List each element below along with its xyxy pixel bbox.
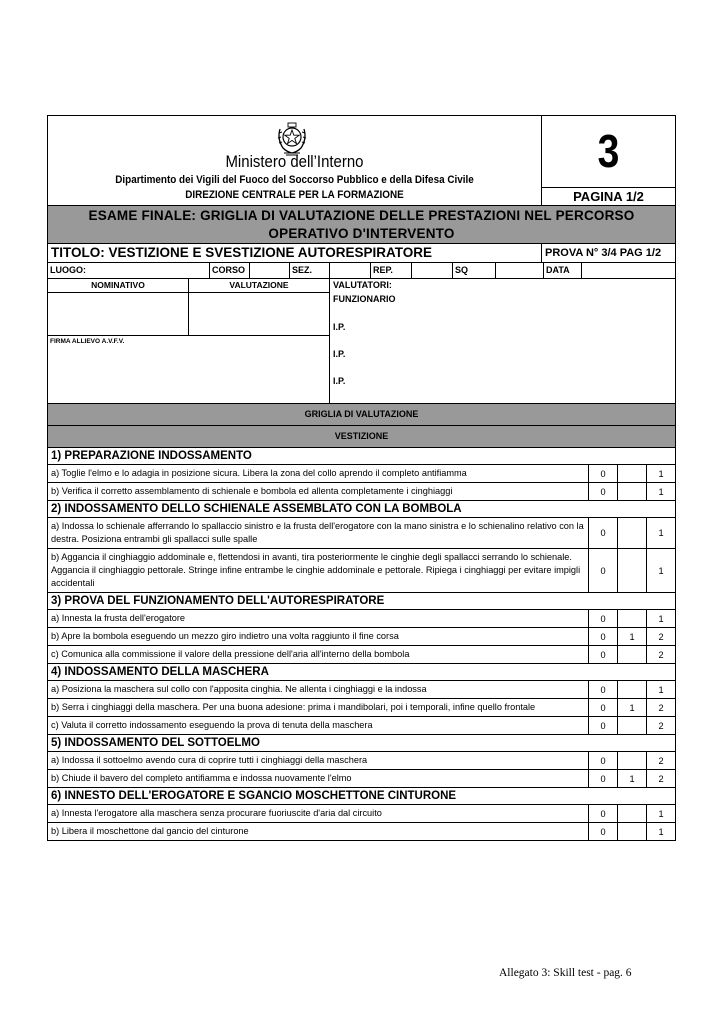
evaluators-area xyxy=(330,279,675,403)
pagina-label: PAGINA 1/2 xyxy=(542,187,675,205)
score-cell-s2[interactable] xyxy=(617,646,646,663)
score-cell-s1[interactable]: 0 xyxy=(588,646,617,663)
student-head xyxy=(48,279,329,293)
criteria-text: b) Verifica il corretto assemblamento di schienale e bombola ed allenta completamente i cinghiaggi xyxy=(51,486,453,496)
nominativo-label: NOMINATIVO xyxy=(91,280,145,290)
prova-label: PROVA N° 3/4 PAG 1/2 xyxy=(541,244,675,262)
criteria-row xyxy=(48,610,675,628)
rep-field[interactable] xyxy=(411,263,452,278)
student-box xyxy=(48,293,329,336)
criteria-row xyxy=(48,770,675,788)
score-cell-s3[interactable]: 1 xyxy=(646,549,675,592)
criteria-text: a) Innesta l'erogatore alla maschera senza procurare fuoriuscite d'aria dal circuito xyxy=(51,808,382,818)
score-cell-s3[interactable]: 2 xyxy=(646,646,675,663)
form-header xyxy=(48,116,675,206)
sez-label: SEZ. xyxy=(289,263,329,278)
sq-field[interactable] xyxy=(495,263,543,278)
criteria-text: c) Valuta il corretto indossamento eseguendo la prova di tenuta della maschera xyxy=(51,720,373,730)
score-cell-s1[interactable]: 0 xyxy=(588,823,617,840)
score-cell-s3[interactable]: 2 xyxy=(646,752,675,769)
score-cell-s2[interactable] xyxy=(617,610,646,627)
score-cell-s1[interactable]: 0 xyxy=(588,681,617,698)
section-title: 4) INDOSSAMENTO DELLA MASCHERA xyxy=(48,664,675,681)
criteria-text: a) Innesta la frusta dell'erogatore xyxy=(51,613,186,623)
criteria-row xyxy=(48,549,675,593)
criteria-text: a) Toglie l'elmo e lo adagia in posizione sicura. Libera la zona del collo aprendo il completo antifiamma xyxy=(51,468,467,478)
score-cell-s2[interactable] xyxy=(617,752,646,769)
score-cell-s2[interactable] xyxy=(617,823,646,840)
criteria-text: b) Aggancia il cinghiaggio addominale e, flettendosi in avanti, tira posteriormente le cinghie degli spallacci serrando lo schienale. Aggancia il cinghiaggio pettorale. Stringe infine entrambe le cinghie addominale e pettorale. Ripiega i cinghiaggi per evitare impigli accidentali xyxy=(51,552,581,588)
score-cell-s1[interactable]: 0 xyxy=(588,628,617,645)
ip-label-1: I.P. xyxy=(333,322,346,332)
criteria-row xyxy=(48,717,675,735)
criteria-text: b) Libera il moschettone dal gancio del cinturone xyxy=(51,826,249,836)
titolo-row xyxy=(48,244,675,263)
valutazione-label: VALUTAZIONE xyxy=(188,279,329,292)
criteria-row xyxy=(48,752,675,770)
score-cell-s2[interactable] xyxy=(617,717,646,734)
criteria-row xyxy=(48,518,675,549)
vestizione-header: VESTIZIONE xyxy=(48,426,675,448)
corso-label: CORSO xyxy=(209,263,249,278)
department-name: Dipartimento dei Vigili del Fuoco del Soccorso Pubblico e della Difesa Civile xyxy=(115,174,474,186)
score-cell-s1[interactable]: 0 xyxy=(588,717,617,734)
form-number: 3 xyxy=(597,125,620,177)
section-title: 6) INNESTO DELL'EROGATORE E SGANCIO MOSCHETTONE CINTURONE xyxy=(48,788,675,805)
ip-label-2: I.P. xyxy=(333,349,346,359)
section-title: 1) PREPARAZIONE INDOSSAMENTO xyxy=(48,448,675,465)
direzione-name: DIREZIONE CENTRALE PER LA FORMAZIONE xyxy=(185,189,404,201)
student-area xyxy=(48,279,330,403)
evaluators-block xyxy=(48,279,675,404)
score-cell-s1[interactable]: 0 xyxy=(588,752,617,769)
score-cell-s2[interactable] xyxy=(617,549,646,592)
criteria-row xyxy=(48,805,675,823)
criteria-row xyxy=(48,465,675,483)
luogo-field[interactable]: LUOGO: xyxy=(50,265,86,275)
criteria-sections xyxy=(48,448,675,840)
score-cell-s3[interactable]: 2 xyxy=(646,628,675,645)
score-cell-s1[interactable]: 0 xyxy=(588,770,617,787)
ministry-header xyxy=(48,116,541,205)
score-cell-s3[interactable]: 1 xyxy=(646,483,675,500)
score-cell-s2[interactable]: 1 xyxy=(617,770,646,787)
rep-label: REP. xyxy=(370,263,411,278)
titolo: TITOLO: VESTIZIONE E SVESTIZIONE AUTORESPIRATORE xyxy=(51,245,433,260)
criteria-row xyxy=(48,699,675,717)
funzionario-label: FUNZIONARIO xyxy=(333,294,396,304)
score-cell-s3[interactable]: 1 xyxy=(646,681,675,698)
score-cell-s1[interactable]: 0 xyxy=(588,465,617,482)
criteria-text: b) Serra i cinghiaggi della maschera. Per una buona adesione: prima i mandibolari, poi i temporali, infine quello frontale xyxy=(51,702,536,712)
score-cell-s1[interactable]: 0 xyxy=(588,483,617,500)
score-cell-s2[interactable] xyxy=(617,805,646,822)
criteria-row xyxy=(48,646,675,664)
corso-field[interactable] xyxy=(249,263,289,278)
ip-label-3: I.P. xyxy=(333,376,346,386)
score-cell-s1[interactable]: 0 xyxy=(588,805,617,822)
sq-label: SQ xyxy=(452,263,495,278)
criteria-row xyxy=(48,628,675,646)
page-number-box xyxy=(541,116,675,205)
criteria-text: a) Indossa lo schienale afferrando lo spallaccio sinistro e la frusta dell'erogatore con la mano sinistra e lo schienalino relativo con la destra. Posiziona entrambi gli spallacci sulle spalle xyxy=(51,521,584,544)
nominativo-field[interactable] xyxy=(48,293,188,335)
score-cell-s3[interactable]: 1 xyxy=(646,823,675,840)
criteria-row xyxy=(48,483,675,501)
exam-title: ESAME FINALE: GRIGLIA DI VALUTAZIONE DELLE PRESTAZIONI NEL PERCORSO OPERATIVO D'INTERVENTO xyxy=(48,206,675,244)
criteria-row xyxy=(48,823,675,840)
score-cell-s3[interactable]: 1 xyxy=(646,518,675,548)
section-title: 2) INDOSSAMENTO DELLO SCHIENALE ASSEMBLATO CON LA BOMBOLA xyxy=(48,501,675,518)
score-cell-s1[interactable]: 0 xyxy=(588,518,617,548)
score-cell-s2[interactable]: 1 xyxy=(617,699,646,716)
section-title: 3) PROVA DEL FUNZIONAMENTO DELL'AUTORESPIRATORE xyxy=(48,593,675,610)
valutatori-label: VALUTATORI: xyxy=(333,280,392,290)
score-cell-s3[interactable]: 1 xyxy=(646,610,675,627)
firma-label: FIRMA ALLIEVO A.V.F.V. xyxy=(50,338,125,345)
score-cell-s3[interactable]: 2 xyxy=(646,770,675,787)
score-cell-s2[interactable] xyxy=(617,465,646,482)
score-cell-s3[interactable]: 1 xyxy=(646,465,675,482)
score-cell-s2[interactable] xyxy=(617,681,646,698)
score-cell-s2[interactable]: 1 xyxy=(617,628,646,645)
data-label: DATA xyxy=(543,263,581,278)
score-cell-s2[interactable] xyxy=(617,483,646,500)
sez-field[interactable] xyxy=(329,263,370,278)
criteria-text: c) Comunica alla commissione il valore della pressione dell'aria all'interno della bombola xyxy=(51,649,410,659)
ministry-name: Ministero dell’Interno xyxy=(225,152,364,171)
score-cell-s3[interactable]: 2 xyxy=(646,717,675,734)
score-cell-s3[interactable]: 2 xyxy=(646,699,675,716)
griglia-header: GRIGLIA DI VALUTAZIONE xyxy=(48,404,675,426)
criteria-text: a) Posiziona la maschera sul collo con l'apposita cinghia. Ne allenta i cinghiaggi e la indossa xyxy=(51,684,427,694)
score-cell-s3[interactable]: 1 xyxy=(646,805,675,822)
criteria-text: b) Chiude il bavero del completo antifiamma e indossa nuovamente l'elmo xyxy=(51,773,352,783)
footer-text: Allegato 3: Skill test - pag. 6 xyxy=(499,967,632,979)
criteria-text: a) Indossa il sottoelmo avendo cura di coprire tutti i cinghiaggi della maschera xyxy=(51,755,368,765)
score-cell-s2[interactable] xyxy=(617,518,646,548)
valutazione-field[interactable] xyxy=(188,293,329,335)
score-cell-s1[interactable]: 0 xyxy=(588,610,617,627)
criteria-row xyxy=(48,681,675,699)
section-title: 5) INDOSSAMENTO DEL SOTTOELMO xyxy=(48,735,675,752)
info-row xyxy=(48,263,675,279)
data-field[interactable] xyxy=(581,263,675,278)
score-cell-s1[interactable]: 0 xyxy=(588,549,617,592)
evaluation-form xyxy=(47,115,676,841)
score-cell-s1[interactable]: 0 xyxy=(588,699,617,716)
criteria-text: b) Apre la bombola eseguendo un mezzo giro indietro una volta raggiunto il fine corsa xyxy=(51,631,399,641)
